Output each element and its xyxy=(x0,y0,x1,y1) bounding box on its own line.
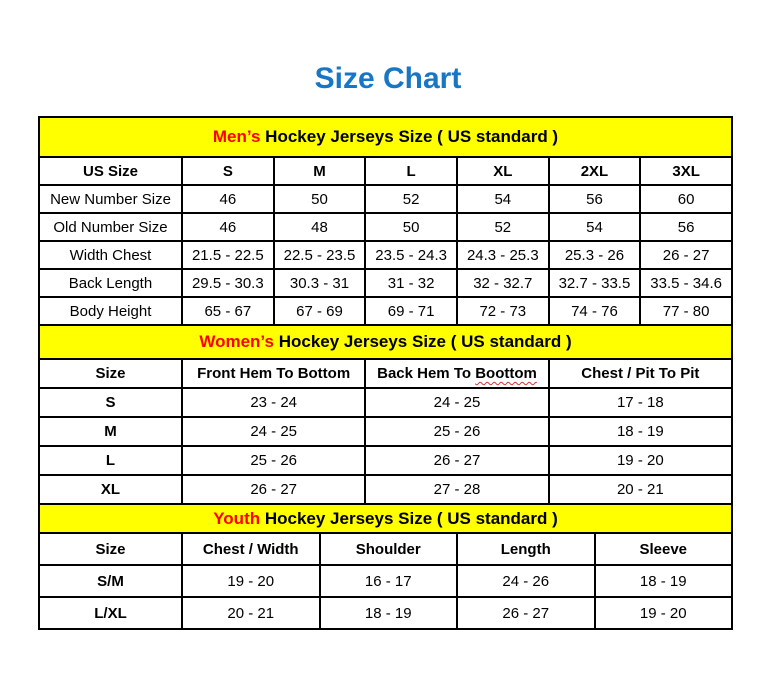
cell-value: 18 - 19 xyxy=(595,565,733,597)
cell-value: 54 xyxy=(457,185,549,213)
cell-value: 65 - 67 xyxy=(182,297,274,325)
row-label: Old Number Size xyxy=(39,213,182,241)
cell-value: 67 - 69 xyxy=(274,297,366,325)
column-header: Sleeve xyxy=(595,533,733,565)
cell-value: 31 - 32 xyxy=(365,269,457,297)
cell-value: 16 - 17 xyxy=(320,565,458,597)
column-header: Chest / Width xyxy=(182,533,320,565)
cell-value: 25.3 - 26 xyxy=(549,241,641,269)
cell-value: 21.5 - 22.5 xyxy=(182,241,274,269)
column-header: Size xyxy=(39,533,182,565)
cell-value: 32.7 - 33.5 xyxy=(549,269,641,297)
youth-heading-rest: Hockey Jerseys Size ( US standard ) xyxy=(260,508,558,528)
cell-value: 23.5 - 24.3 xyxy=(365,241,457,269)
table-row xyxy=(39,185,732,213)
cell-value: 17 - 18 xyxy=(549,388,732,417)
cell-value: 77 - 80 xyxy=(640,297,732,325)
header-row xyxy=(39,359,732,388)
cell-value: 24 - 25 xyxy=(365,388,548,417)
mens-size-table xyxy=(38,156,733,326)
page-title: Size Chart xyxy=(314,62,462,95)
cell-value: 22.5 - 23.5 xyxy=(274,241,366,269)
row-label: New Number Size xyxy=(39,185,182,213)
table-row xyxy=(39,241,732,269)
cell-value: 19 - 20 xyxy=(182,565,320,597)
column-header: US Size xyxy=(39,157,182,185)
table-row xyxy=(39,213,732,241)
table-row xyxy=(39,446,732,475)
youth-size-table xyxy=(38,532,733,630)
column-header: Size xyxy=(39,359,182,388)
cell-value: 48 xyxy=(274,213,366,241)
size-tables-stack xyxy=(38,116,733,630)
column-header: XL xyxy=(457,157,549,185)
table-row xyxy=(39,388,732,417)
table-row xyxy=(39,297,732,325)
mens-heading-accent: Men’s xyxy=(212,127,261,146)
cell-value: 24.3 - 25.3 xyxy=(457,241,549,269)
row-label: M xyxy=(39,417,182,446)
mens-heading-rest: Hockey Jerseys Size ( US standard ) xyxy=(260,127,559,146)
cell-value: 29.5 - 30.3 xyxy=(182,269,274,297)
header-row xyxy=(39,533,732,565)
womens-heading-accent: Women’s xyxy=(199,332,274,351)
column-header xyxy=(365,359,548,388)
cell-value: 26 - 27 xyxy=(182,475,365,504)
cell-value: 19 - 20 xyxy=(549,446,732,475)
cell-value: 32 - 32.7 xyxy=(457,269,549,297)
cell-value: 26 - 27 xyxy=(640,241,732,269)
column-header: 3XL xyxy=(640,157,732,185)
header-row xyxy=(39,157,732,185)
row-label: Width Chest xyxy=(39,241,182,269)
cell-value: 25 - 26 xyxy=(182,446,365,475)
table-row xyxy=(39,269,732,297)
cell-value: 56 xyxy=(640,213,732,241)
cell-value: 30.3 - 31 xyxy=(274,269,366,297)
cell-value: 26 - 27 xyxy=(365,446,548,475)
column-header: Length xyxy=(457,533,595,565)
row-label: Body Height xyxy=(39,297,182,325)
row-label: S xyxy=(39,388,182,417)
cell-value: 27 - 28 xyxy=(365,475,548,504)
cell-value: 50 xyxy=(365,213,457,241)
cell-value: 52 xyxy=(365,185,457,213)
womens-section-heading xyxy=(38,324,733,360)
column-header: L xyxy=(365,157,457,185)
column-header: M xyxy=(274,157,366,185)
row-label: Back Length xyxy=(39,269,182,297)
cell-value: 74 - 76 xyxy=(549,297,641,325)
cell-value: 20 - 21 xyxy=(182,597,320,629)
row-label: L/XL xyxy=(39,597,182,629)
cell-value: 18 - 19 xyxy=(549,417,732,446)
cell-value: 46 xyxy=(182,185,274,213)
column-header: Chest / Pit To Pit xyxy=(549,359,732,388)
column-header: 2XL xyxy=(549,157,641,185)
cell-value: 56 xyxy=(549,185,641,213)
table-row xyxy=(39,565,732,597)
mens-section-heading xyxy=(38,116,733,158)
cell-value: 33.5 - 34.6 xyxy=(640,269,732,297)
column-header: Shoulder xyxy=(320,533,458,565)
cell-value: 18 - 19 xyxy=(320,597,458,629)
cell-value: 54 xyxy=(549,213,641,241)
cell-value: 26 - 27 xyxy=(457,597,595,629)
column-header-text: Back Hem To xyxy=(377,365,476,382)
womens-heading-rest: Hockey Jerseys Size ( US standard ) xyxy=(273,332,572,351)
cell-value: 24 - 26 xyxy=(457,565,595,597)
cell-value: 69 - 71 xyxy=(365,297,457,325)
cell-value: 50 xyxy=(274,185,366,213)
youth-heading-accent: Youth xyxy=(213,508,261,528)
cell-value: 52 xyxy=(457,213,549,241)
cell-value: 23 - 24 xyxy=(182,388,365,417)
table-row xyxy=(39,417,732,446)
table-row xyxy=(39,597,732,629)
cell-value: 20 - 21 xyxy=(549,475,732,504)
row-label: L xyxy=(39,446,182,475)
cell-value: 46 xyxy=(182,213,274,241)
column-header: S xyxy=(182,157,274,185)
column-header: Front Hem To Bottom xyxy=(182,359,365,388)
row-label: XL xyxy=(39,475,182,504)
youth-section-heading xyxy=(38,503,733,534)
misspelled-word: Boottom xyxy=(475,365,537,382)
cell-value: 25 - 26 xyxy=(365,417,548,446)
womens-size-table xyxy=(38,358,733,505)
table-row xyxy=(39,475,732,504)
cell-value: 60 xyxy=(640,185,732,213)
cell-value: 72 - 73 xyxy=(457,297,549,325)
cell-value: 19 - 20 xyxy=(595,597,733,629)
cell-value: 24 - 25 xyxy=(182,417,365,446)
row-label: S/M xyxy=(39,565,182,597)
